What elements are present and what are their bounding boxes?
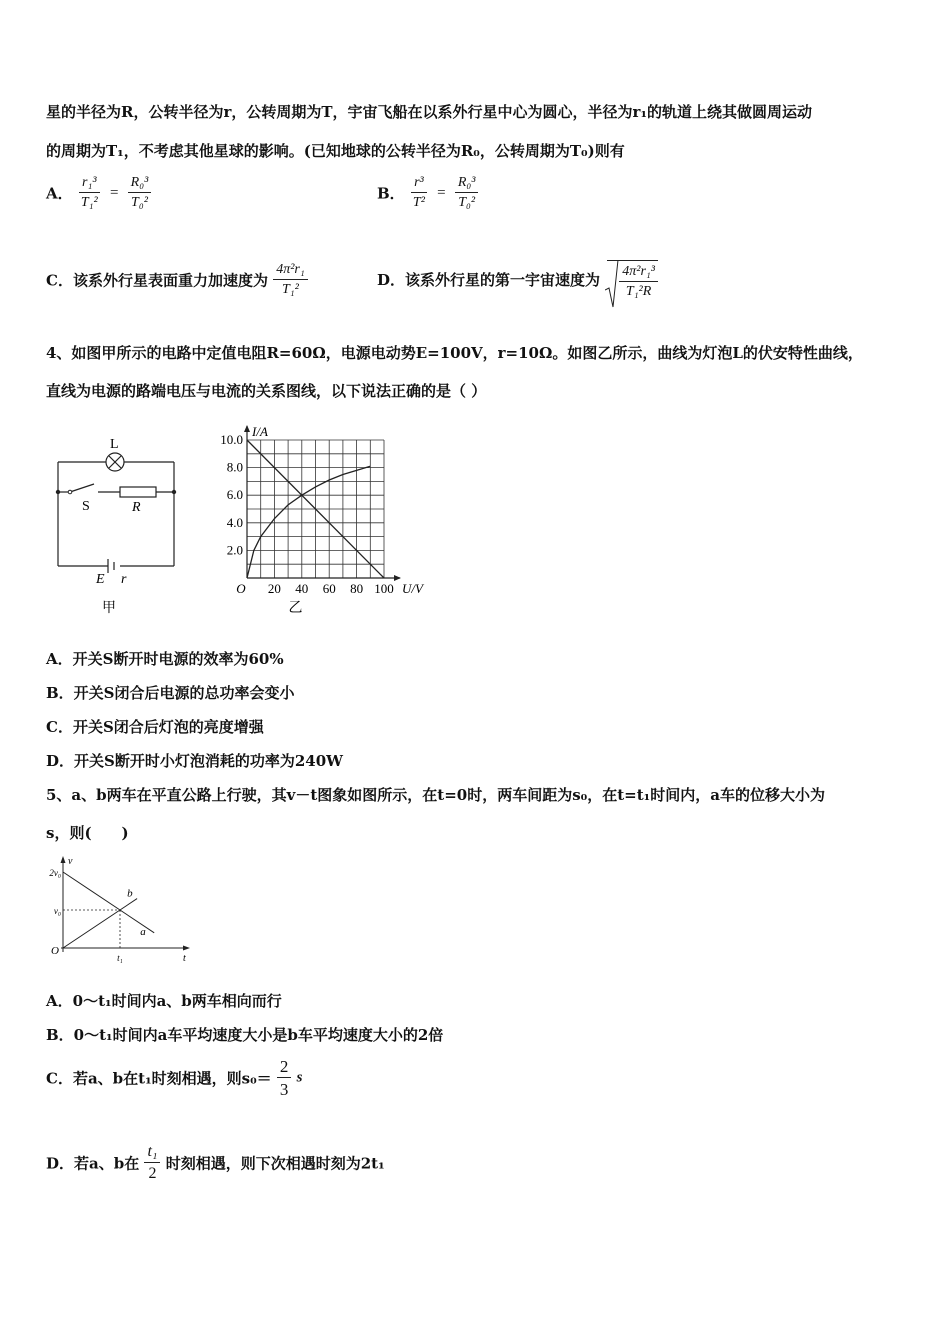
origin-label: O [51,945,59,957]
q3-stem-line2: 的周期为T₁，不考虑其他星球的影响。(已知地球的公转半径为R₀，公转周期为T₀)则有 [46,142,625,160]
y-tick-label: v₀ [53,906,61,916]
y-axis-label: I/A [252,424,268,439]
lamp-curve [247,466,370,578]
internal-resistance-label: r [121,572,127,587]
x-axis-arrow [183,946,190,951]
x-tick-label: 20 [267,581,281,596]
y-tick-label: 10.0 [220,432,243,447]
fraction: $\frac{\text{r³}}{\text{T²}}$ [412,175,425,210]
fraction: $\frac{\text{t₁}}{2}$ [144,1144,160,1182]
q4-option-c: C．开关S闭合后灯泡的亮度增强 [46,718,264,736]
y-tick-label: 4.0 [226,514,243,530]
switch-icon [70,484,94,492]
q3-option-d: D．该系外行星的第一宇宙速度为 $\frac{\text{4π²r₁³}}{\text{T₁²R}}$ [377,260,658,299]
q5-stem-line1: 5、a、b两车在平直公路上行驶，其v－t图象如图所示，在t=0时，两车间距为s₀，在t=t₁时间内，a车的位移大小为 [46,786,825,804]
lamp-label: L [110,437,119,452]
origin-label: O [236,581,246,596]
y-tick-label: 2.0 [226,542,243,558]
circuit-diagram [48,432,188,617]
q3-stem-line1: 星的半径为R，公转半径为r，公转周期为T，宇宙飞船在以系外行星中心为圆心，半径为r₁的轨道上绕其做圆周运动 [46,103,813,121]
switch-label: S [82,499,90,514]
x-tick-label: 60 [322,581,336,596]
fraction: $\frac{\text{R₀³}}{\text{T₀²}}$ [455,176,479,210]
resistor-label: R [132,500,141,515]
q4-option-d: D．开关S断开时小灯泡消耗的功率为240W [46,752,343,770]
q3-option-c: C．该系外行星表面重力加速度为 $\frac{\text{4π²r₁}}{\text{T₁²}}$ [46,263,308,297]
fraction: $\frac{\text{r₁³}}{\text{T₁²}}$ [80,175,98,210]
y-axis-arrow [244,425,250,432]
circuit-caption: 甲 [102,601,116,616]
q5-option-a: A．0～t₁时间内a、b两车相向而行 [46,992,282,1010]
fraction: $\frac{\text{4π²r₁³}}{\text{T₁²R}}$ [619,265,658,299]
y-tick-label: 2v₀ [49,868,61,878]
y-axis-arrow [61,856,66,863]
x-tick-label: t₁ [117,953,123,963]
q5-option-d: D．若a、b在 $\frac{\text{t₁}}{2}$ 时刻相遇，则下次相遇时刻为2t₁ [46,1143,385,1182]
q5-option-b: B．0～t₁时间内a车平均速度大小是b车平均速度大小的2倍 [46,1026,444,1044]
fraction: $\frac{2}{3}$ [277,1058,292,1098]
series-line-a [63,872,154,933]
q3-option-a: A． $\frac{\text{r₁³}}{\text{T₁²}}$ = $\frac{\text{R₀³}}{\text{T₀²}}$ [46,176,151,210]
series-label-a: a [140,925,146,938]
x-tick-label: 80 [350,581,364,596]
q4-option-b: B．开关S闭合后电源的总功率会变小 [46,684,295,702]
series-label-b: b [127,887,133,900]
y-tick-label: 8.0 [226,459,243,475]
emf-label: E [96,572,105,587]
vt-chart [40,850,200,970]
x-axis-label: U/V [402,581,423,596]
x-tick-label: 40 [295,581,309,596]
y-tick-label: 6.0 [226,487,243,503]
q5-stem-line2: s，则( ) [46,824,129,842]
series-line-b [63,899,137,948]
sqrt-sign [607,260,658,299]
q4-option-a: A．开关S断开时电源的效率为60% [46,650,284,668]
x-axis-label: t [183,953,186,964]
q4-stem-line2: 直线为电源的路端电压与电流的关系图线，以下说法正确的是（ ） [46,382,487,400]
option-label: B． [377,184,405,203]
resistor-icon [120,487,156,497]
q4-stem-line1: 4、如图甲所示的电路中定值电阻R=60Ω，电源电动势E=100V，r=10Ω。如图乙所示，曲线为灯泡L的伏安特性曲线， [46,344,863,362]
fraction: $\frac{\text{R₀³}}{\text{T₀²}}$ [128,176,152,210]
iv-chart [205,414,445,618]
x-tick-label: 100 [374,581,394,596]
chart-caption: 乙 [288,601,303,616]
fraction: $\frac{\text{4π²r₁}}{\text{T₁²}}$ [273,263,308,297]
q3-option-b: B． $\frac{\text{r³}}{\text{T²}}$ = $\frac{\text{R₀³}}{\text{T₀²}}$ [377,176,478,210]
q5-option-c: C．若a、b在t₁时刻相遇，则s₀＝ $\frac{2}{3}$ s [46,1057,303,1099]
x-axis-arrow [394,575,401,581]
option-label: A． [46,184,73,203]
y-axis-label: v [68,856,73,867]
